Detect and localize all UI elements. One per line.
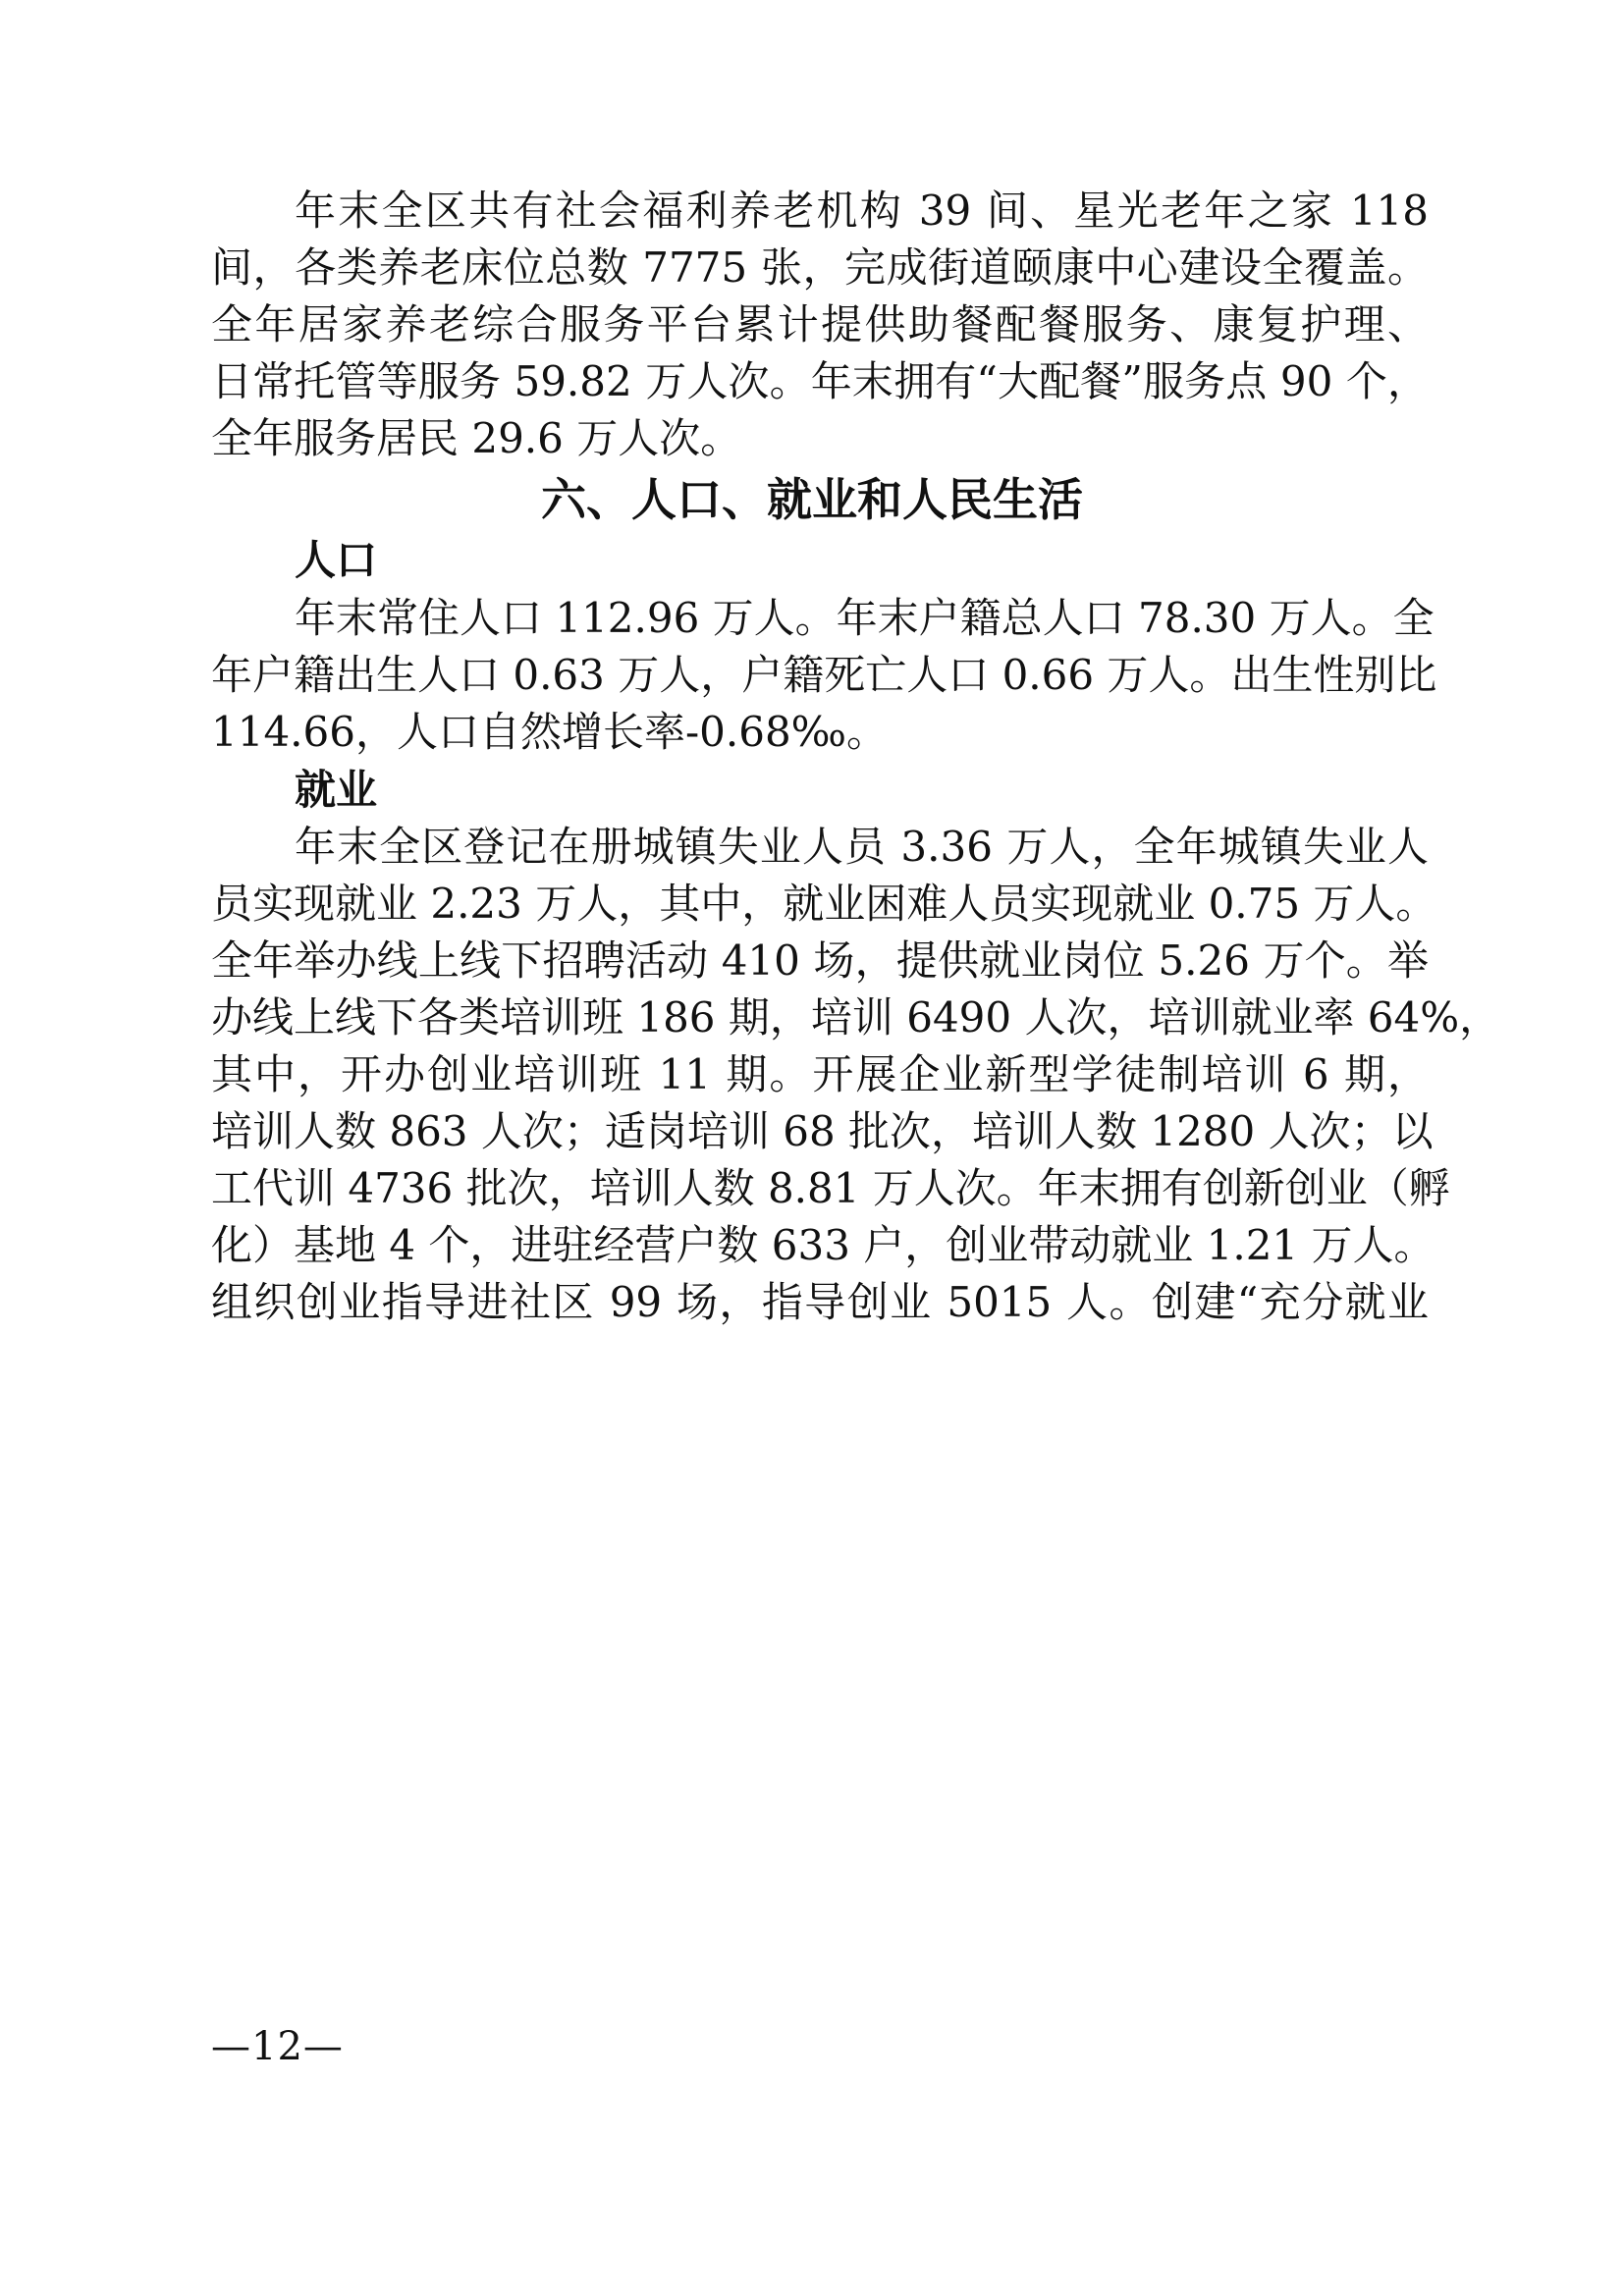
subheading-population: 人口 [295,536,378,584]
paragraph-line: 化）基地 4 个，进驻经营户数 633 户，创业带动就业 1.21 万人。 [211,1221,1435,1269]
paragraph-line: 年末全区登记在册城镇失业人员 3.36 万人，全年城镇失业人 [295,823,1429,871]
section-title: 六、人口、就业和人民生活 [541,473,1083,526]
paragraph-line: 员实现就业 2.23 万人，其中，就业困难人员实现就业 0.75 万人。 [211,880,1437,928]
paragraph-line: 年末全区共有社会福利养老机构 39 间、星光老年之家 118 [295,187,1429,235]
paragraph-line: 工代训 4736 批次，培训人数 8.81 万人次。年末拥有创新创业（孵 [211,1164,1450,1212]
paragraph-line: 办线上线下各类培训班 186 期，培训 6490 人次，培训就业率 64%， [211,993,1501,1041]
paragraph-line: 组织创业指导进社区 99 场，指导创业 5015 人。创建“充分就业 [211,1278,1429,1326]
paragraph-line: 年户籍出生人口 0.63 万人，户籍死亡人口 0.66 万人。出生性别比 [211,651,1437,699]
paragraph-line: 全年居家养老综合服务平台累计提供助餐配餐服务、康复护理、 [211,300,1429,348]
paragraph-line: 年末常住人口 112.96 万人。年末户籍总人口 78.30 万人。全 [295,594,1435,642]
paragraph-line: 培训人数 863 人次；适岗培训 68 批次，培训人数 1280 人次；以 [211,1107,1434,1155]
paragraph-line: 全年举办线上线下招聘活动 410 场，提供就业岗位 5.26 万个。举 [211,936,1429,985]
subheading-employment: 就业 [295,766,378,814]
paragraph-line: 日常托管等服务 59.82 万人次。年末拥有“大配餐”服务点 90 个， [211,357,1429,405]
paragraph-line: 间，各类养老床位总数 7775 张，完成街道颐康中心建设全覆盖。 [211,243,1429,292]
paragraph-line: 其中，开办创业培训班 11 期。开展企业新型学徒制培训 6 期， [211,1050,1429,1098]
paragraph-line: 全年服务居民 29.6 万人次。 [211,414,742,462]
page-number: —12— [211,2024,344,2069]
paragraph-line: 114.66，人口自然增长率-0.68‰。 [211,708,889,756]
